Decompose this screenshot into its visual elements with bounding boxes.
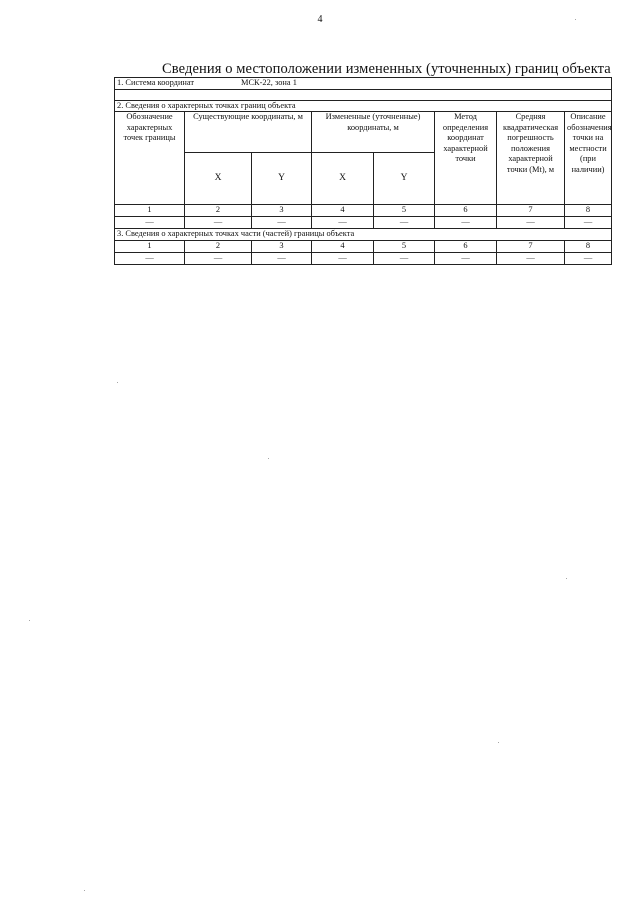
column-number: 7 xyxy=(497,240,565,252)
section3-title: 3. Сведения о характерных точках части (частей) границы объекта xyxy=(115,229,612,241)
header-existing-x: X xyxy=(185,153,252,205)
column-number: 3 xyxy=(252,205,312,217)
empty-cell: — xyxy=(565,252,612,264)
scan-speck xyxy=(498,742,499,743)
coordinate-system-value: МСК-22, зона 1 xyxy=(241,78,297,87)
document-title: Сведения о местоположении измененных (уточненных) границ объекта xyxy=(162,61,611,77)
empty-cell: — xyxy=(115,217,185,229)
column-number: 8 xyxy=(565,205,612,217)
empty-cell: — xyxy=(252,252,312,264)
column-number: 5 xyxy=(374,240,435,252)
column-number: 7 xyxy=(497,205,565,217)
header-changed-x: X xyxy=(312,153,374,205)
empty-cell: — xyxy=(312,217,374,229)
header-changed-y: Y xyxy=(374,153,435,205)
empty-cell: — xyxy=(435,252,497,264)
empty-cell: — xyxy=(185,217,252,229)
empty-cell: — xyxy=(374,217,435,229)
empty-cell: — xyxy=(374,252,435,264)
boundary-info-table xyxy=(114,77,612,265)
empty-cell: — xyxy=(497,217,565,229)
empty-cell: — xyxy=(115,252,185,264)
column-number: 8 xyxy=(565,240,612,252)
section2-data-row xyxy=(115,217,612,229)
scan-speck xyxy=(268,458,269,459)
header-changed-coordinates: Измененные (уточненные) координаты, м xyxy=(312,112,435,153)
header-mean-square-error: Средняя квадратическая погрешность положения характерной точки (Mt), м xyxy=(497,112,565,205)
section2-title-row xyxy=(115,100,612,112)
scan-speck xyxy=(117,382,118,383)
header-existing-y: Y xyxy=(252,153,312,205)
section2-title: 2. Сведения о характерных точках границ объекта xyxy=(115,100,612,112)
column-number: 2 xyxy=(185,240,252,252)
coordinate-system-cell xyxy=(115,78,612,90)
coordinate-system-row xyxy=(115,78,612,90)
section3-title-row xyxy=(115,229,612,241)
section3-column-numbers xyxy=(115,240,612,252)
column-number: 1 xyxy=(115,240,185,252)
empty-cell: — xyxy=(185,252,252,264)
spacer-row xyxy=(115,89,612,100)
empty-cell: — xyxy=(252,217,312,229)
column-number: 2 xyxy=(185,205,252,217)
scan-speck xyxy=(84,890,85,891)
page-number: 4 xyxy=(317,14,323,25)
scan-speck xyxy=(29,620,30,621)
column-number: 6 xyxy=(435,240,497,252)
header-row-1 xyxy=(115,112,612,153)
empty-cell: — xyxy=(312,252,374,264)
empty-cell: — xyxy=(497,252,565,264)
column-number: 4 xyxy=(312,205,374,217)
column-number: 3 xyxy=(252,240,312,252)
column-number: 6 xyxy=(435,205,497,217)
scan-speck xyxy=(566,578,567,579)
section2-column-numbers xyxy=(115,205,612,217)
section3-data-row xyxy=(115,252,612,264)
coordinate-system-label: 1. Система координат xyxy=(117,78,195,87)
header-designation: Обозначение характерных точек границы xyxy=(115,112,185,205)
header-existing-coordinates: Существующие координаты, м xyxy=(185,112,312,153)
column-number: 1 xyxy=(115,205,185,217)
column-number: 5 xyxy=(374,205,435,217)
empty-cell: — xyxy=(435,217,497,229)
column-number: 4 xyxy=(312,240,374,252)
header-point-description: Описание обозначения точки на местности (при наличии) xyxy=(565,112,612,205)
empty-cell: — xyxy=(565,217,612,229)
header-method: Метод определения координат характерной точки xyxy=(435,112,497,205)
